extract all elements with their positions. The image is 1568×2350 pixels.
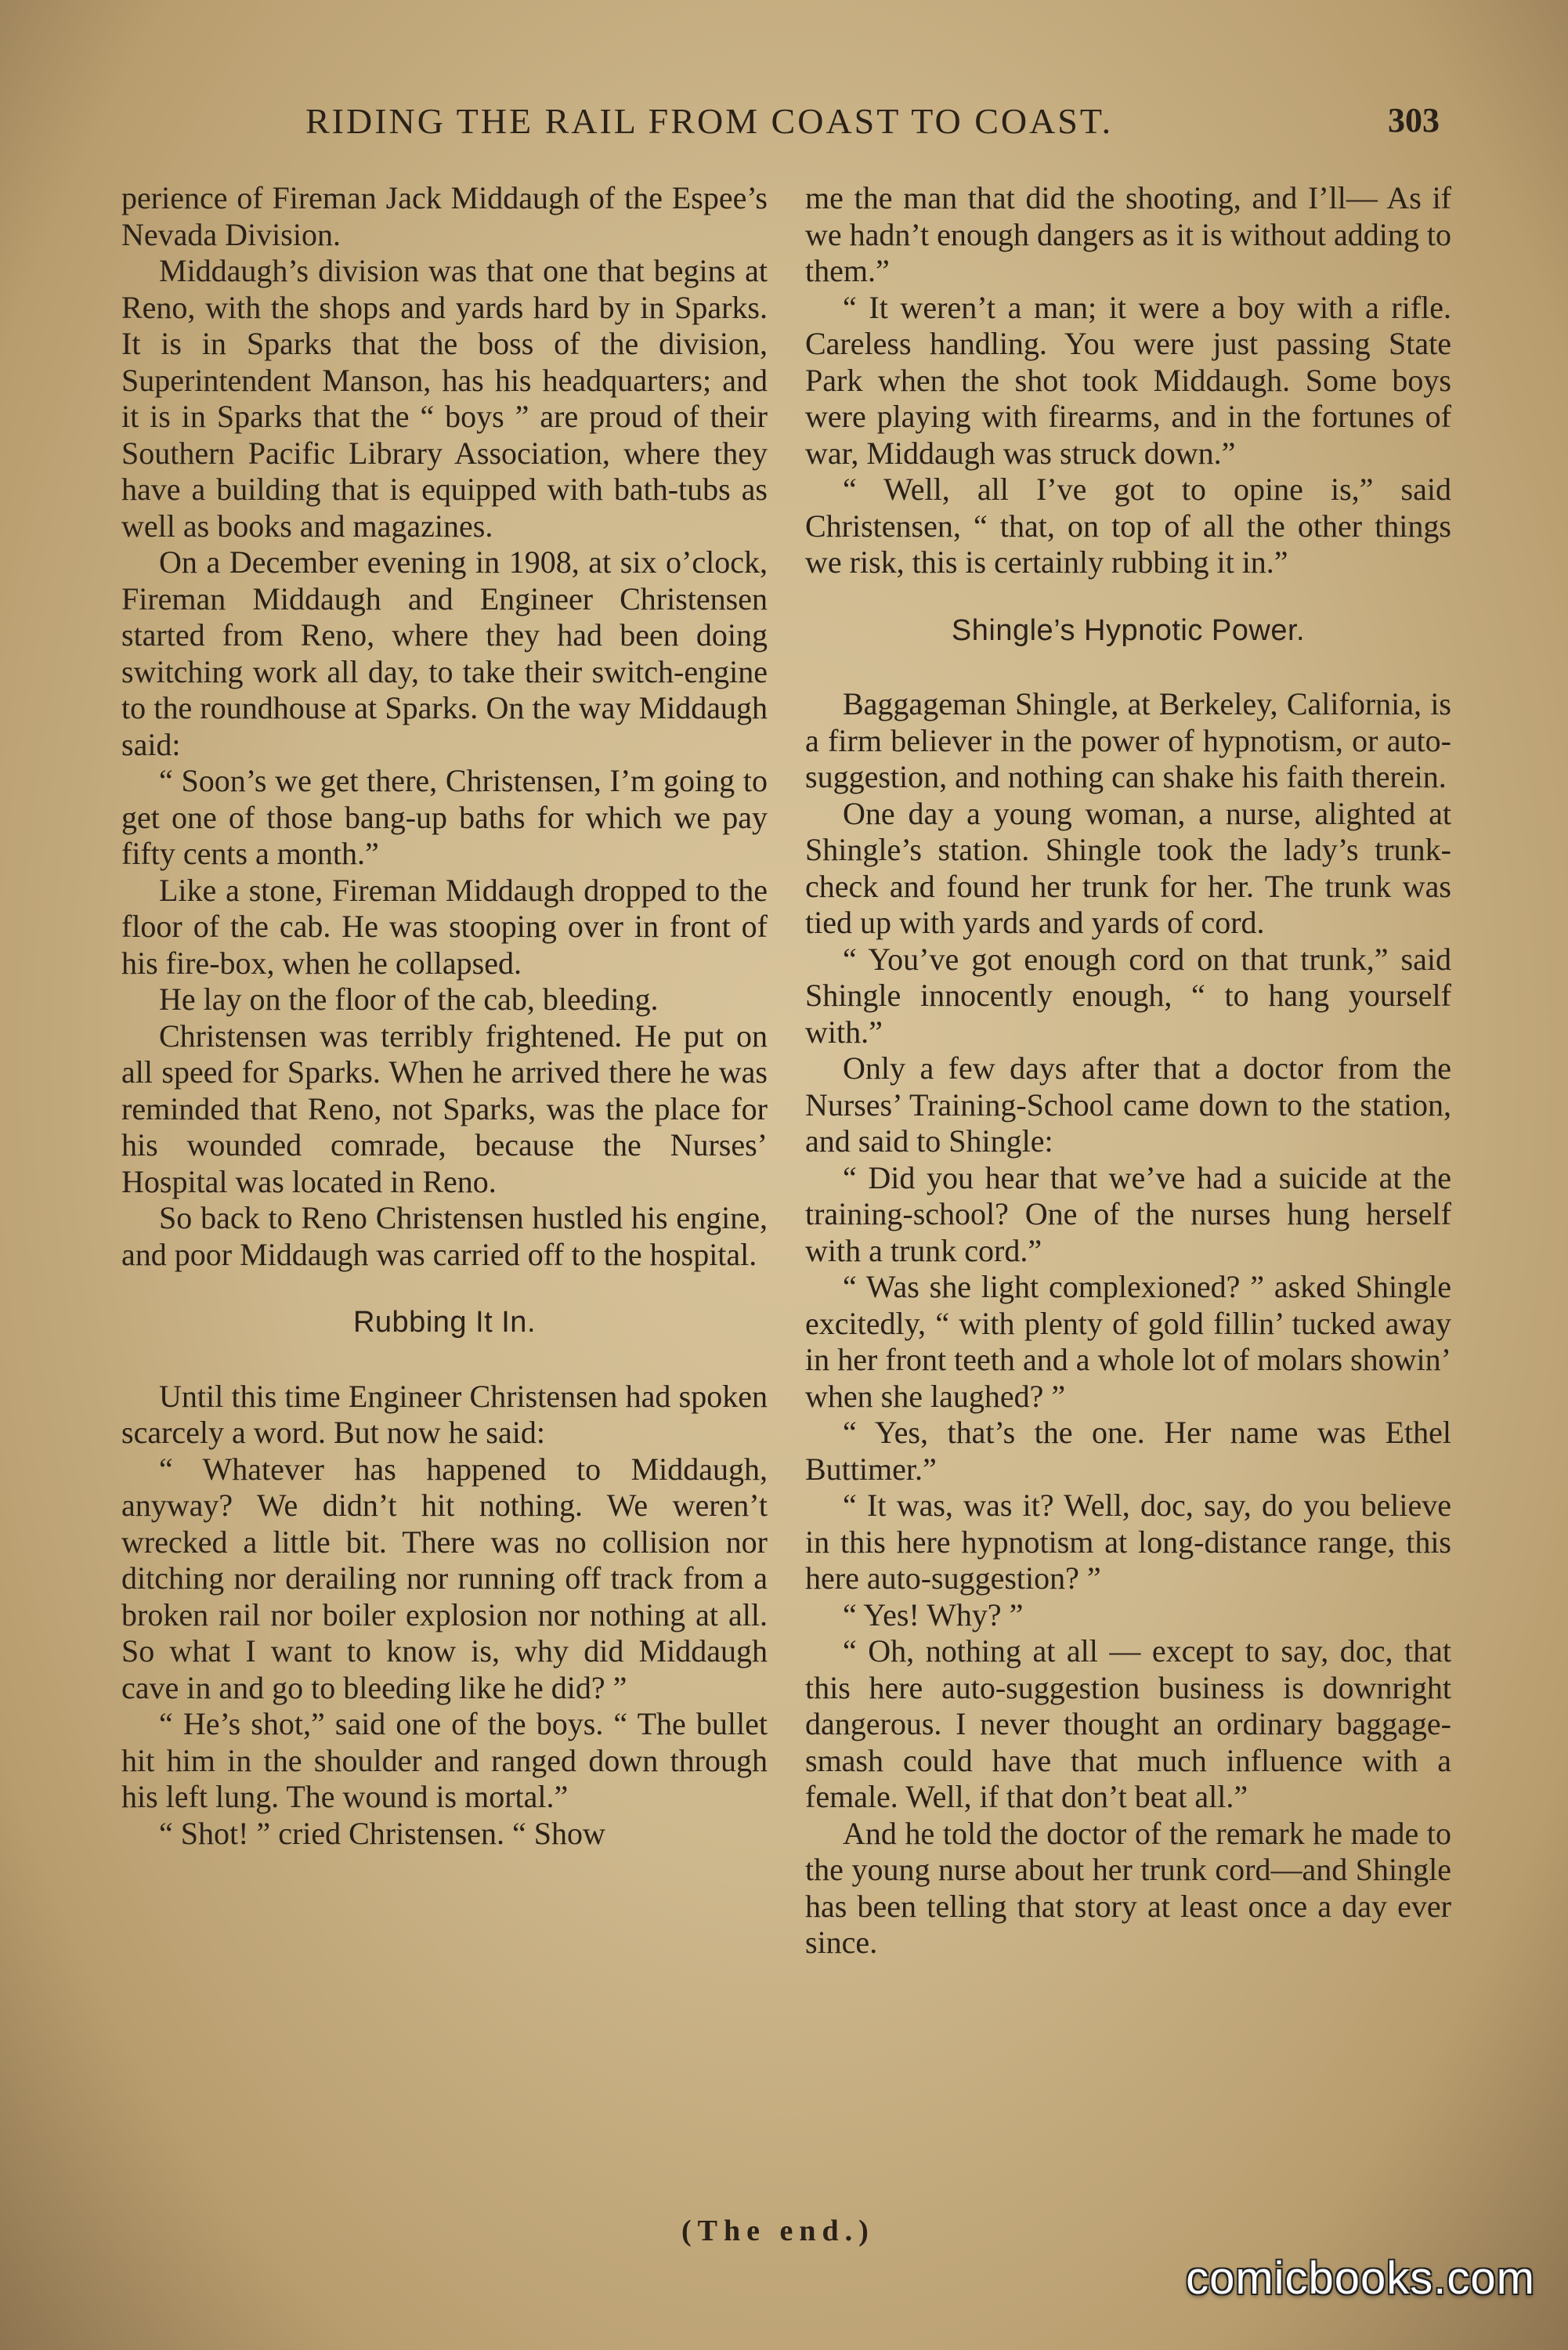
- running-head: RIDING THE RAIL FROM COAST TO COAST.: [305, 101, 1114, 141]
- paragraph: “ Yes, that’s the one. Her name was Ethel Buttimer.”: [805, 1415, 1451, 1487]
- paragraph: “ Oh, nothing at all — except to say, doc, that this here auto-suggestion business is downright dangerous. I never thought an ordinary baggage-smash could have that much influence with a female. Well, if that don’t beat all.”: [805, 1633, 1451, 1814]
- paragraph: “ Was she light complexioned? ” asked Shingle excitedly, “ with plenty of gold fillin’ tucked away in her front teeth and a whole lot of molars showin’ when she laughed? ”: [805, 1269, 1451, 1414]
- paragraph: “ Whatever has happened to Middaugh, anyway? We didn’t hit nothing. We weren’t wrecked a little bit. There was no collision nor ditching nor derailing nor running off track from a broken rail nor boiler explosion nor nothing at all. So what I want to know is, why did Middaugh cave in and go to bleeding like he did? ”: [121, 1451, 768, 1705]
- paragraph: “ It was, was it? Well, doc, say, do you believe in this here hypnotism at long-distance range, this here auto-suggestion? ”: [805, 1488, 1451, 1596]
- watermark: comicbooks.com: [1186, 2253, 1535, 2304]
- section-heading: Shingle’s Hypnotic Power.: [951, 613, 1306, 647]
- paragraph: He lay on the floor of the cab, bleeding.: [159, 982, 659, 1017]
- paragraph: “ It weren’t a man; it were a boy with a rifle. Careless handling. You were just passing State Park when the shot took Middaugh. Some boys were playing with firearms, and in the fortunes of war, Middaugh was struck down.”: [805, 289, 1451, 471]
- paragraph: “ Soon’s we get there, Christensen, I’m going to get one of those bang-up baths for which we pay fifty cents a month.”: [121, 763, 768, 871]
- paragraph: “ Yes! Why? ”: [843, 1596, 1024, 1632]
- paragraph: “ Shot! ” cried Christensen. “ Show: [159, 1815, 605, 1851]
- section-heading: Rubbing It In.: [352, 1306, 537, 1339]
- paragraph: “ You’ve got enough cord on that trunk,” said Shingle innocently enough, “ to hang yourself with.”: [805, 941, 1451, 1050]
- paragraph: One day a young woman, a nurse, alighted at Shingle’s station. Shingle took the lady’s trunk-check and found her trunk for her. The trunk was tied up with yards and yards of cord.: [805, 795, 1451, 940]
- paragraph: Only a few days after that a doctor from the Nurses’ Training-School came down to the station, and said to Shingle:: [805, 1050, 1451, 1159]
- paragraph: Like a stone, Fireman Middaugh dropped to the floor of the cab. He was stooping over in front of his fire-box, when he collapsed.: [121, 872, 768, 981]
- paragraph: perience of Fireman Jack Middaugh of the Espee’s Nevada Division.: [121, 180, 768, 252]
- paragraph: Christensen was terribly frightened. He put on all speed for Sparks. When he arrived there he was reminded that Reno, not Sparks, was the place for his wounded comrade, because the Nurses’ Hospital was located in Reno.: [121, 1018, 768, 1199]
- paragraph: On a December evening in 1908, at six o’clock, Fireman Middaugh and Engineer Christensen started from Reno, where they had been doing switching work all day, to take their switch-engine to the roundhouse at Sparks. On the way Middaugh said:: [121, 544, 768, 762]
- paragraph: And he told the doctor of the remark he made to the young nurse about her trunk cord—and Shingle has been telling that story at least once a day ever since.: [805, 1815, 1451, 1960]
- paragraph: “ Well, all I’ve got to opine is,” said Christensen, “ that, on top of all the other things we risk, this is certainly rubbing it in.”: [805, 472, 1451, 580]
- paragraph: Until this time Engineer Christensen had spoken scarcely a word. But now he said:: [121, 1378, 768, 1450]
- page-number: 303: [1388, 101, 1440, 139]
- paragraph: “ Did you hear that we’ve had a suicide at the training-school? One of the nurses hung herself with a trunk cord.”: [805, 1159, 1451, 1268]
- paragraph: me the man that did the shooting, and I’ll— As if we hadn’t enough dangers as it is without adding to them.”: [805, 180, 1451, 288]
- right-column: [805, 180, 1451, 1961]
- paragraph: So back to Reno Christensen hustled his engine, and poor Middaugh was carried off to the hospital.: [121, 1200, 768, 1272]
- paragraph: “ He’s shot,” said one of the boys. “ The bullet hit him in the shoulder and ranged down through his left lung. The wound is mortal.”: [121, 1706, 768, 1814]
- paragraph: Baggageman Shingle, at Berkeley, California, is a firm believer in the power of hypnotism, or auto-suggestion, and nothing can shake his faith therein.: [805, 686, 1451, 794]
- end-mark: (The end.): [681, 2214, 875, 2247]
- page-header: [0, 100, 1568, 155]
- paragraph: Middaugh’s division was that one that begins at Reno, with the shops and yards hard by in Sparks. It is in Sparks that the boss of the division, Superintendent Manson, has his headquarters; and it is in Sparks that the “ boys ” are proud of their Southern Pacific Library Association, where they have a building that is equipped with bath-tubs as well as books and magazines.: [121, 253, 768, 544]
- left-column: [121, 180, 768, 1852]
